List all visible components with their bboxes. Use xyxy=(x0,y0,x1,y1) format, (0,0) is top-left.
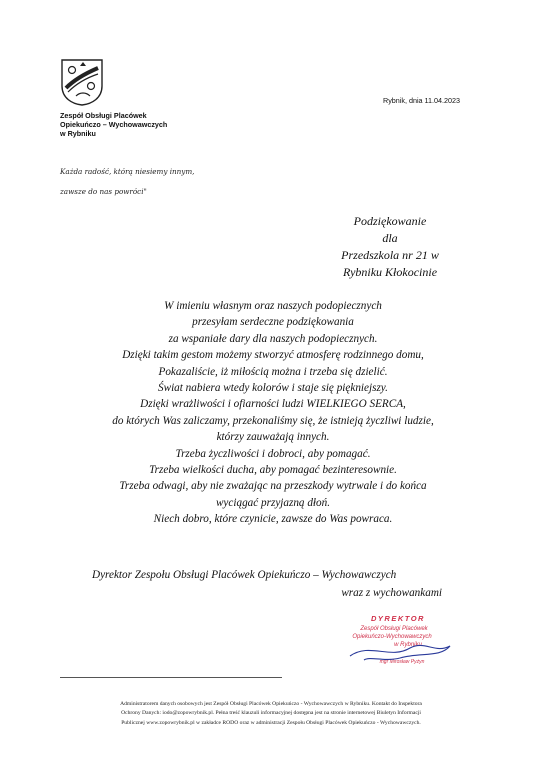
motto-line-2: zawsze do nas powróci" xyxy=(60,187,147,196)
title-line-2: dla xyxy=(382,231,398,245)
body-line: Świat nabiera wtedy kolorów i staje się piękniejszy. xyxy=(158,382,388,395)
footer-line-1: Administratorem danych osobowych jest Zespół Obsługi Placówek Opiekuńczo - Wychowawczych w Rybniku. Kontakt do Inspektora xyxy=(120,701,422,707)
stamp-line-1: DYREKTOR xyxy=(371,614,425,623)
body-line: Pokazaliście, iż miłością można i trzeba się dzielić. xyxy=(158,365,388,378)
body-line: Dzięki takim gestom możemy stworzyć atmosferę rodzinnego domu, xyxy=(122,349,424,362)
footer-line-3: Publicznej www.zopowrybnik.pl w zakładce RODO oraz w administracji Zespołu Obsługi Placówek Opiekuńczo - Wychowawczych. xyxy=(121,719,421,726)
motto-line-1: Każda radość, którą niesiemy innym, xyxy=(60,167,195,176)
stamp-line-3: Opiekuńczo-Wychowawczych xyxy=(352,634,432,640)
motto-quote xyxy=(60,162,194,202)
footer-divider xyxy=(60,677,282,678)
stamp-line-4: w Rybniku xyxy=(394,642,422,648)
signature-line-2: wraz z wychowankami xyxy=(341,587,442,599)
org-line-2: Opiekuńczo – Wychowawczych xyxy=(60,120,168,130)
letter-date: Rybnik, dnia 11.04.2023 xyxy=(383,96,460,105)
body-line: przesyłam serdeczne podziękowania xyxy=(192,316,354,329)
body-line: Dzięki wrażliwości i ofiarności ludzi WIELKIEGO SERCA, xyxy=(140,398,406,411)
letter-body xyxy=(58,298,488,528)
body-line: Trzeba wielkości ducha, aby pomagać bezinteresownie. xyxy=(149,464,397,477)
signature-block xyxy=(92,566,472,602)
body-line: W imieniu własnym oraz naszych podopiecznych xyxy=(164,300,382,312)
gdpr-footer xyxy=(55,700,487,728)
body-line: Niech dobro, które czynicie, zawsze do Was powraca. xyxy=(153,513,393,526)
letter-title xyxy=(300,213,480,281)
body-line: wyciągać przyjazną dłoń. xyxy=(215,496,331,509)
org-line-1: Zespół Obsługi Placówek xyxy=(60,111,147,120)
footer-line-2: Ochrony Danych: iodo@zopowrybnik.pl. Pełna treść klauzuli informacyjnej dostępna jest na stronie internetowej Biuletyn Informacji xyxy=(121,710,421,717)
director-stamp xyxy=(330,612,460,668)
title-line-1: Podziękowanie xyxy=(353,214,427,228)
body-line: którzy zauważają innych. xyxy=(216,431,330,444)
body-line: Trzeba odwagi, aby nie zważając na przeszkody wytrwale i do końca xyxy=(119,480,427,493)
body-line: do których Was zaliczamy, przekonaliśmy się, że istnieją życzliwi ludzie, xyxy=(112,414,434,427)
coat-of-arms-logo xyxy=(60,58,104,106)
title-line-3: Przedszkola nr 21 w xyxy=(341,248,439,262)
organization-name xyxy=(60,111,167,139)
body-line: za wspaniałe dary dla naszych podopiecznych. xyxy=(168,332,378,345)
stamp-line-2: Zespół Obsługi Placówek xyxy=(360,626,428,632)
stamp-line-5: mgr Mirosław Pyżyn xyxy=(379,659,425,665)
body-line: Trzeba życzliwości i dobroci, aby pomagać. xyxy=(175,447,371,460)
org-line-3: w Rybniku xyxy=(60,129,96,139)
signature-line-1: Dyrektor Zespołu Obsługi Placówek Opiekuńczo – Wychowawczych xyxy=(92,569,397,581)
title-line-4: Rybniku Kłokocinie xyxy=(342,265,438,279)
